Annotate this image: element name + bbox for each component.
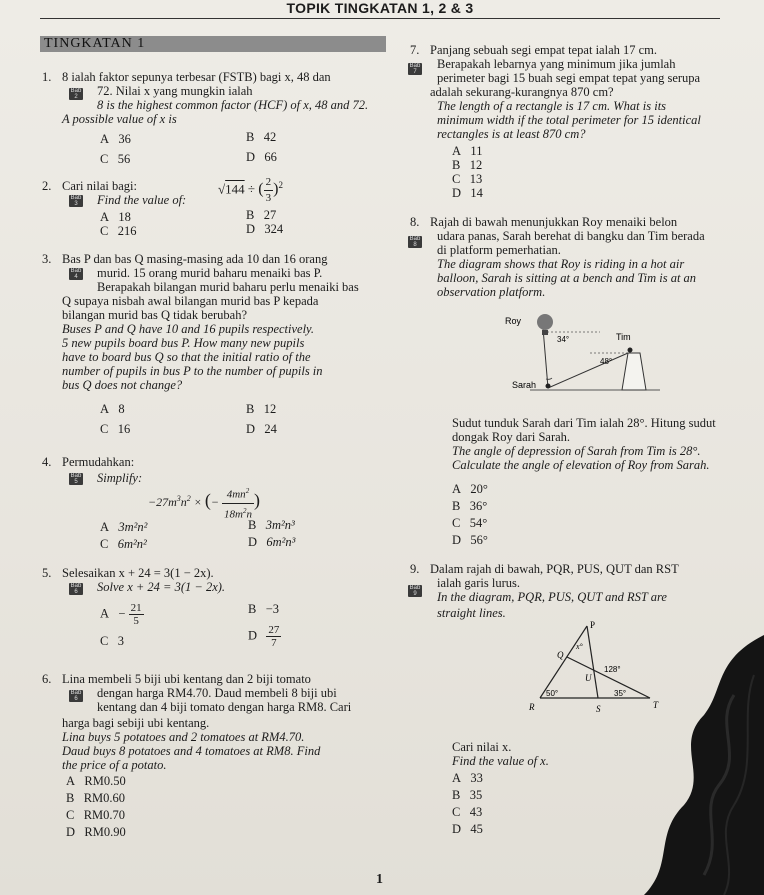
q8-option-a[interactable]: A 20° <box>452 482 488 496</box>
q9-ms-line1: Dalam rajah di bawah, PQR, PUS, QUT dan RST <box>430 562 679 576</box>
q7-ms-line3: perimeter bagi 15 buah segi empat tepat yang serupa <box>437 71 701 85</box>
q6-number: 6. <box>42 672 52 686</box>
q4-option-c[interactable]: C 6m²n² <box>100 537 147 551</box>
q5-option-b[interactable]: B −3 <box>248 602 280 616</box>
q4-number: 4. <box>42 455 52 469</box>
q1-option-b[interactable]: B 42 <box>246 130 277 144</box>
q8-ms-line3: di platform pemerhatian. <box>437 243 561 257</box>
q3-ms-line1: Bas P dan bas Q masing-masing ada 10 dan 16 orang <box>62 252 328 266</box>
q5-option-c[interactable]: C 3 <box>100 634 124 648</box>
q5-number: 5. <box>42 566 52 580</box>
q8-option-d[interactable]: D 56° <box>452 533 488 547</box>
q7-en-line3: rectangles is at least 870 cm? <box>437 127 586 141</box>
q8-ms-line5: dongak Roy dari Sarah. <box>452 430 571 444</box>
q3-en-line3: have to board bus Q so that the initial ratio of the <box>62 350 311 364</box>
q6-en-line3: the price of a potato. <box>62 758 167 772</box>
q9-en-line2: straight lines. <box>437 606 506 620</box>
tim-figure <box>628 348 633 353</box>
q1-number: 1. <box>42 70 52 84</box>
label-angle-x: x° <box>576 642 583 651</box>
label-angle-35: 35° <box>614 689 627 698</box>
q8-ms-line4: Sudut tunduk Sarah dari Tim ialah 28°. Hitung sudut <box>452 416 716 430</box>
q6-ms-line1: Lina membeli 5 biji ubi kentang dan 2 biji tomato <box>62 672 311 686</box>
q9-option-d[interactable]: D 45 <box>452 822 483 836</box>
q4-expression: $-27m^3n^2$ × (− $\frac{4mn^2}{18m^2n}$ ) <box>148 484 260 522</box>
q8-number: 8. <box>410 215 420 229</box>
q7-chapter-badge: Bab 7 <box>409 63 421 75</box>
q8-en-line1: The diagram shows that Roy is riding in a hot air <box>437 257 685 271</box>
q6-ms-line3: kentang dan 4 biji tomato dengan harga RM8. Cari <box>97 700 352 714</box>
q6-option-a[interactable]: A RM0.50 <box>66 774 126 788</box>
q6-ms-line2: dengan harga RM4.70. Daud membeli 8 biji ubi <box>97 686 337 700</box>
q3-number: 3. <box>42 252 52 266</box>
q3-en-line5: bus Q does not change? <box>62 378 183 392</box>
q4-ms: Permudahkan: <box>62 455 135 469</box>
q3-en-line1: Buses P and Q have 10 and 16 pupils respectively. <box>62 322 315 336</box>
q4-option-a[interactable]: A 3m²n² <box>100 520 148 534</box>
q3-ms-line2: murid. 15 orang murid baharu menaiki bas P. <box>97 266 323 280</box>
q8-option-c[interactable]: C 54° <box>452 516 488 530</box>
q6-option-c[interactable]: C RM0.70 <box>66 808 126 822</box>
q7-number: 7. <box>410 43 420 57</box>
page-number: 1 <box>376 872 383 887</box>
q6-option-d[interactable]: D RM0.90 <box>66 825 126 839</box>
q8-ms-line2: udara panas, Sarah berehat di bangku dan Tim berada <box>437 229 705 243</box>
balloon-basket <box>542 330 548 335</box>
q1-en-line1: 8 is the highest common factor (HCF) of x, 48 and 72. <box>97 98 369 112</box>
q2-option-a[interactable]: A 18 <box>100 210 131 224</box>
q1-chapter-badge: Bab 2 <box>70 88 82 100</box>
q5-en: Solve x + 24 = 3(1 − 2x). <box>97 580 226 594</box>
q9-number: 9. <box>410 562 420 576</box>
q9-option-b[interactable]: B 35 <box>452 788 483 802</box>
label-p: P <box>590 620 596 630</box>
line-pus <box>587 626 598 698</box>
q7-ms-line4: adalah sekurang-kurangnya 870 cm? <box>430 85 614 99</box>
q1-en-line2: A possible value of x is <box>62 112 177 126</box>
label-t: T <box>653 700 659 710</box>
q7-en-line1: The length of a rectangle is 17 cm. What is its <box>437 99 667 113</box>
q1-option-a[interactable]: A 36 <box>100 132 131 146</box>
tim-sightline <box>548 353 628 388</box>
q9-chapter-badge: Bab 9 <box>409 585 421 597</box>
q8-en-line5: Calculate the angle of elevation of Roy from Sarah. <box>452 458 710 472</box>
q9-en-line1: In the diagram, PQR, PUS, QUT and RST are <box>437 590 667 604</box>
q8-elevation-diagram <box>490 310 670 405</box>
q4-chapter-badge: Bab 5 <box>70 473 82 485</box>
q8-en-line3: observation platform. <box>437 285 546 299</box>
label-s: S <box>596 704 601 714</box>
observation-platform <box>622 353 646 390</box>
q1-ms-line1: 8 ialah faktor sepunya terbesar (FSTB) bagi x, 48 dan <box>62 70 331 84</box>
sarah-figure <box>546 384 551 389</box>
line-pqr <box>540 626 587 698</box>
page-header: TOPIK TINGKATAN 1, 2 & 3 <box>40 0 720 19</box>
q7-option-c[interactable]: C 13 <box>452 172 483 186</box>
q8-en-line2: balloon, Sarah is sitting at a bench and Tim is at an <box>437 271 697 285</box>
q9-en-line3: Find the value of x. <box>452 754 549 768</box>
q2-option-d[interactable]: D 324 <box>246 222 284 236</box>
q3-en-line2: 5 new pupils board bus P. How many new pupils <box>62 336 305 350</box>
q8-ms-line1: Rajah di bawah menunjukkan Roy menaiki belon <box>430 215 678 229</box>
q5-option-d[interactable]: D $\frac{27}{7}$ <box>248 624 280 649</box>
q2-chapter-badge: Bab 3 <box>70 195 82 207</box>
q2-option-b[interactable]: B 27 <box>246 208 277 222</box>
label-q: Q <box>557 650 564 660</box>
q5-ms: Selesaikan x + 24 = 3(1 − 2x). <box>62 566 214 580</box>
section-title: TINGKATAN 1 <box>40 36 386 52</box>
label-roy: Roy <box>505 316 522 326</box>
q3-ms-line4: Q supaya nisbah awal bilangan murid bas P kepada <box>62 294 319 308</box>
q9-ms-line3: Cari nilai x. <box>452 740 512 754</box>
q6-chapter-badge: Bab 6 <box>70 690 82 702</box>
q7-option-a[interactable]: A 11 <box>452 144 483 158</box>
q6-en-line2: Daud buys 8 potatoes and 4 tomatoes at RM8. Find <box>62 744 321 758</box>
black-fabric-decoration <box>614 635 764 895</box>
q2-expression: √144 ÷ ( $\frac{2}{3}$ )$^2$ <box>218 176 283 204</box>
q1-option-c[interactable]: C 56 <box>100 152 131 166</box>
q7-ms-line2: Berapakah lebarnya yang minimum jika jumlah <box>437 57 676 71</box>
q8-en-line4: The angle of depression of Sarah from Tim is 28°. <box>452 444 701 458</box>
q3-option-a[interactable]: A 8 <box>100 402 125 416</box>
q3-option-c[interactable]: C 16 <box>100 422 131 436</box>
q9-ms-line2: ialah garis lurus. <box>437 576 520 590</box>
q3-chapter-badge: Bab 4 <box>70 268 82 280</box>
q3-ms-line3: Berapakah bilangan murid baharu perlu menaiki bas <box>97 280 359 294</box>
q7-ms-line1: Panjang sebuah segi empat tepat ialah 17 cm. <box>430 43 658 57</box>
label-angle-34: 34° <box>557 335 570 344</box>
label-sarah: Sarah <box>512 380 537 390</box>
q9-option-c[interactable]: C 43 <box>452 805 483 819</box>
q3-en-line4: number of pupils in bus P to the number of pupils in <box>62 364 323 378</box>
q4-option-b[interactable]: B 3m²n³ <box>248 518 295 532</box>
q2-en: Find the value of: <box>97 193 187 207</box>
label-u: U <box>585 673 592 683</box>
q5-option-a[interactable]: A − $\frac{21}{5}$ <box>100 602 142 627</box>
q2-ms: Cari nilai bagi: <box>62 179 137 193</box>
q8-option-b[interactable]: B 36° <box>452 499 488 513</box>
q3-ms-line5: bilangan murid bas Q tidak berubah? <box>62 308 248 322</box>
q7-option-b[interactable]: B 12 <box>452 158 483 172</box>
q2-number: 2. <box>42 179 52 193</box>
label-r: R <box>529 702 535 712</box>
q3-option-b[interactable]: B 12 <box>246 402 277 416</box>
label-angle-50: 50° <box>546 689 559 698</box>
q1-ms-line2: 72. Nilai x yang mungkin ialah <box>97 84 253 98</box>
q6-ms-line4: harga bagi sebiji ubi kentang. <box>62 716 210 730</box>
q6-en-line1: Lina buys 5 potatoes and 2 tomatoes at RM4.70. <box>62 730 305 744</box>
q2-option-c[interactable]: C 216 <box>100 224 137 238</box>
q8-chapter-badge: Bab 8 <box>409 236 421 248</box>
q4-option-d[interactable]: D 6m²n³ <box>248 535 296 549</box>
q5-chapter-badge: Bab 6 <box>70 583 82 595</box>
q7-option-d[interactable]: D 14 <box>452 186 483 200</box>
q7-en-line2: minimum width if the total perimeter for 15 identical <box>437 113 701 127</box>
q6-option-b[interactable]: B RM0.60 <box>66 791 126 805</box>
q4-en: Simplify: <box>97 471 143 485</box>
label-tim: Tim <box>616 332 631 342</box>
q1-option-d[interactable]: D 66 <box>246 150 277 164</box>
hot-air-balloon <box>537 314 553 330</box>
q3-option-d[interactable]: D 24 <box>246 422 277 436</box>
label-angle-48: 48° <box>600 357 613 366</box>
q9-option-a[interactable]: A 33 <box>452 771 483 785</box>
label-angle-128: 128° <box>604 665 621 674</box>
